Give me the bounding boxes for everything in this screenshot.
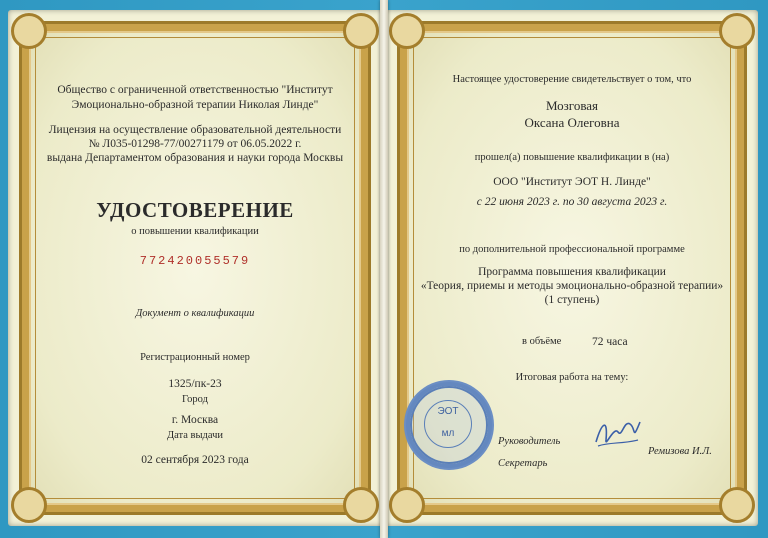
final-work-label: Итоговая работа на тему: (515, 372, 629, 383)
official-seal (410, 386, 488, 464)
certifies-intro: Настоящее удостоверение свидетельствует о том, что (452, 74, 692, 85)
license-line3: выдана Департаментом образования и науки города Москвы (46, 152, 344, 164)
corner-ornament (389, 487, 425, 523)
head-name: Ремизова И.Л. (648, 446, 712, 457)
document-title: УДОСТОВЕРЕНИЕ (96, 198, 294, 222)
head-label: Руководитель (498, 436, 561, 447)
registration-label: Регистрационный номер (140, 352, 250, 363)
city-label: Город (182, 394, 208, 405)
holder-surname: Мозговая (545, 98, 599, 113)
seal-bottom-text: мл (441, 428, 455, 439)
issue-date-label: Дата выдачи (166, 430, 224, 441)
corner-ornament (343, 13, 379, 49)
program-line1: Программа повышения квалификации (478, 266, 666, 278)
binding-ribbon (380, 0, 388, 538)
issue-date: 02 сентября 2023 года (141, 454, 249, 466)
seal-top-text: ЭОТ (437, 406, 459, 417)
license-line1: Лицензия на осуществление образовательной деятельности (48, 124, 342, 136)
program-label: по дополнительной профессиональной программе (459, 244, 685, 255)
city-value: г. Москва (171, 414, 219, 426)
program-line3: (1 ступень) (544, 294, 600, 306)
volume-label: в объёме (522, 336, 562, 347)
corner-ornament (11, 13, 47, 49)
left-page (8, 10, 382, 526)
secretary-label: Секретарь (498, 458, 548, 469)
training-organization: ООО "Институт ЭОТ Н. Линде" (493, 176, 651, 188)
corner-ornament (719, 487, 755, 523)
registration-number: 1325/пк-23 (168, 378, 222, 390)
document-subtitle: о повышении квалификации (131, 226, 259, 237)
document-type-label: Документ о квалификации (135, 308, 255, 319)
program-line2: «Теория, приемы и методы эмоционально-образной терапии» (420, 280, 724, 292)
corner-ornament (11, 487, 47, 523)
license-line2: № Л035-01298-77/00271179 от 06.05.2022 г. (88, 138, 302, 150)
corner-ornament (343, 487, 379, 523)
passed-training-label: прошел(а) повышение квалификации в (на) (474, 152, 670, 163)
corner-ornament (389, 13, 425, 49)
holder-name: Оксана Олеговна (524, 115, 620, 130)
seal-emblem (424, 400, 472, 448)
training-period: с 22 июня 2023 г. по 30 августа 2023 г. (476, 196, 668, 208)
corner-ornament (719, 13, 755, 49)
signature-mark (592, 412, 644, 454)
org-name-line1: Общество с ограниченной ответственностью "Институт (57, 84, 333, 96)
serial-number: 772420055579 (139, 254, 251, 268)
org-name-line2: Эмоционально-образной терапии Николая Линде" (71, 99, 319, 111)
volume-hours: 72 часа (592, 336, 628, 348)
